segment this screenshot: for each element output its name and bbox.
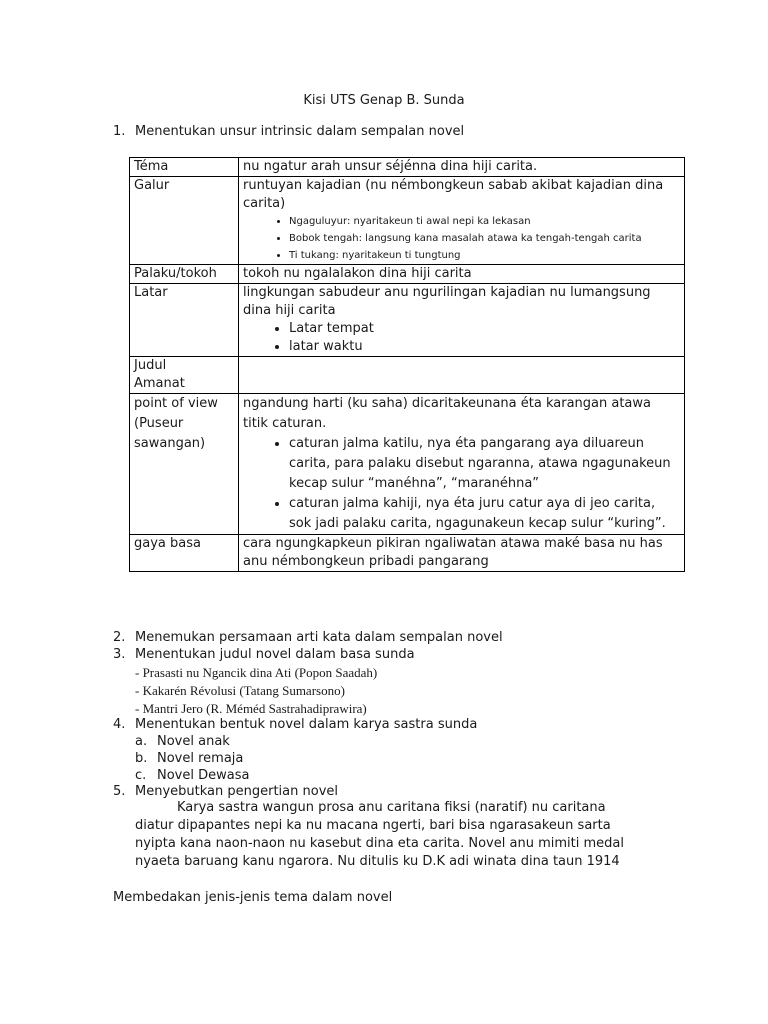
novel-definition: Karya sastra wangun prosa anu caritana fiksi (naratif) nu caritana diatur dipapantes nepi ka nu macana ngerti, bari bisa ngarasakeun sarta nyipta kana naon-naon nu kasebut dina eta carita. Novel anu mimiti medal nyaeta baruang kanu ngarora. Nu ditulis ku D.K adi winata dina taun 1914 — [135, 800, 624, 869]
list-item-4: 4. Menentukan bentuk novel dalam karya sastra sunda — [113, 717, 478, 732]
row-desc — [239, 357, 685, 394]
row-desc: nu ngatur arah unsur séjénna dina hiji carita. — [239, 158, 685, 177]
list-item-3: 3. Menentukan judul novel dalam basa sunda — [113, 647, 415, 662]
row-desc: tokoh nu ngalalakon dina hiji carita — [239, 265, 685, 284]
row-label: Judul Amanat — [130, 357, 239, 394]
row-desc: cara ngungkapkeun pikiran ngaliwatan atawa maké basa nu has anu némbongkeun pribadi pangarang — [239, 535, 685, 572]
novel-title-item: - Prasasti nu Ngancik dina Ati (Popon Saadah) — [135, 665, 378, 680]
row-label: Latar — [130, 284, 239, 357]
table-row — [130, 177, 685, 265]
row-label: Téma — [130, 158, 239, 177]
novel-form-item: c. Novel Dewasa — [135, 768, 250, 783]
table-row — [130, 535, 685, 572]
page-title: Kisi UTS Genap B. Sunda — [303, 93, 465, 108]
novel-title-item: - Mantri Jero (R. Méméd Sastrahadiprawira) — [135, 701, 367, 716]
table-row — [130, 394, 685, 535]
list-item: • Latar tempat — [289, 320, 680, 338]
intrinsic-elements-table — [129, 157, 685, 572]
table-row — [130, 284, 685, 357]
point-of-view-list — [243, 434, 680, 534]
list-item: • caturan jalma kahiji, nya éta juru catur aya di jeo carita, sok jadi palaku carita, ngagunakeun kecap sulur “kuring”. — [289, 494, 680, 534]
table-row — [130, 158, 685, 177]
row-desc: runtuyan kajadian (nu némbongkeun sabab akibat kajadian dina carita) • Ngaguluyur: nyaritakeun ti awal nepi ka lekasan • Bobok tengah: langsung kana masalah atawa ka tengah-tengah carita • Ti tukang: nyaritakeun ti tungtung — [239, 177, 685, 265]
row-desc: lingkungan sabudeur anu ngurilingan kajadian nu lumangsung dina hiji carita • Latar tempat • latar waktu — [239, 284, 685, 357]
table-row — [130, 265, 685, 284]
list-item: • Ngaguluyur: nyaritakeun ti awal nepi ka lekasan — [289, 213, 680, 230]
row-label: point of view (Puseur sawangan) — [130, 394, 239, 535]
list-item-2: 2. Menemukan persamaan arti kata dalam sempalan novel — [113, 630, 503, 645]
list-item: • latar waktu — [289, 338, 680, 356]
novel-title-item: - Kakarén Révolusi (Tatang Sumarsono) — [135, 683, 345, 698]
setting-list — [243, 320, 680, 356]
row-label: Palaku/tokoh — [130, 265, 239, 284]
plot-type-list — [243, 213, 680, 264]
row-label: Galur — [130, 177, 239, 265]
final-line: Membedakan jenis-jenis tema dalam novel — [113, 890, 393, 905]
novel-form-item: b. Novel remaja — [135, 751, 244, 766]
list-item: • Bobok tengah: langsung kana masalah atawa ka tengah-tengah carita — [289, 230, 680, 247]
list-item-1: 1. Menentukan unsur intrinsic dalam sempalan novel — [113, 124, 465, 139]
list-item: • Ti tukang: nyaritakeun ti tungtung — [289, 247, 680, 264]
row-label: gaya basa — [130, 535, 239, 572]
list-item: • caturan jalma katilu, nya éta pangarang aya diluareun carita, para palaku disebut ngaranna, atawa ngagunakeun kecap sulur “manéhna”, “maranéhna” — [289, 434, 680, 494]
novel-form-item: a. Novel anak — [135, 734, 230, 749]
list-item-5: 5. Menyebutkan pengertian novel — [113, 784, 338, 799]
row-desc: ngandung harti (ku saha) dicaritakeunana éta karangan atawa titik caturan. • caturan jalma katilu, nya éta pangarang aya diluareun carita, para palaku disebut ngaranna, atawa ngagunakeun kecap sulur “manéhna”, “maranéhna” • caturan jalma kahiji, nya éta juru catur aya di jeo carita, sok jadi palaku carita, ngagunakeun kecap sulur “kuring”. — [239, 394, 685, 535]
table-row — [130, 357, 685, 394]
